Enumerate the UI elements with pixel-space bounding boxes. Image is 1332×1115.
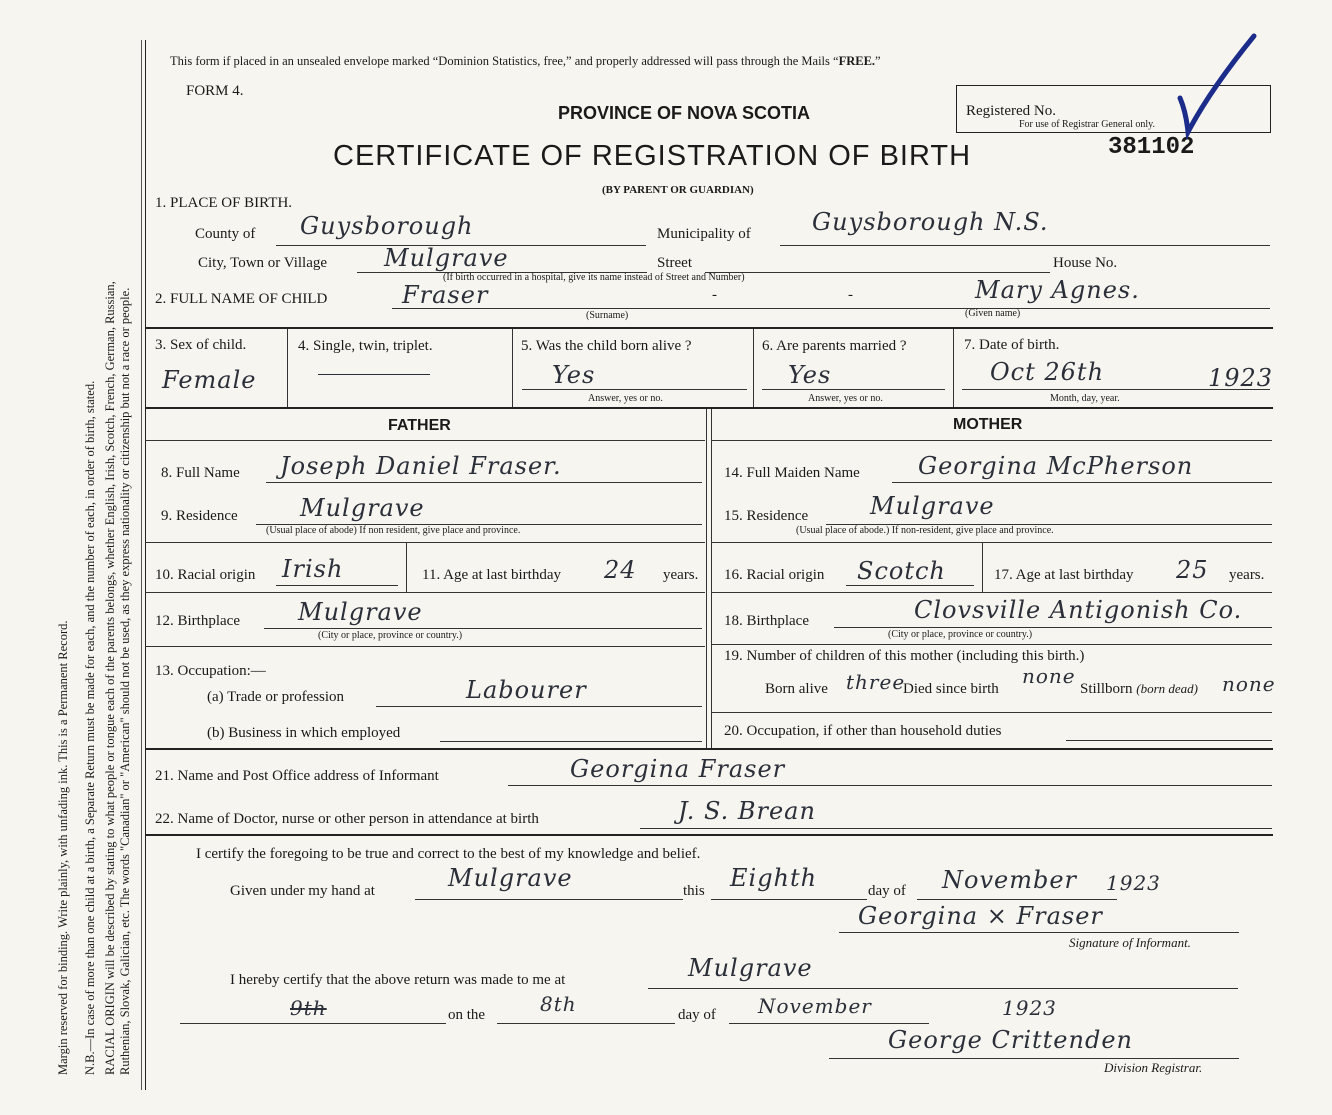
dob-year: 1923 [1208, 364, 1274, 392]
sex-value: Female [162, 366, 257, 394]
mother-age-label: 17. Age at last birthday [994, 567, 1134, 583]
child-name-label: 2. FULL NAME OF CHILD [155, 291, 328, 307]
married-note: Answer, yes or no. [808, 393, 883, 404]
reg-day-value: 8th [540, 992, 577, 1016]
mother-birthplace-note: (City or place, province or country.) [888, 629, 1033, 640]
struck-line [180, 1023, 446, 1024]
informant-sig-line [839, 932, 1239, 933]
divider-informant [145, 748, 1273, 750]
father-occupation-label: 13. Occupation:— [155, 663, 266, 679]
doctor-label: 22. Name of Doctor, nurse or other person in attendance at birth [155, 811, 539, 827]
mother-children-label: 19. Number of children of this mother (including this birth.) [724, 648, 1085, 664]
child-surname-value: Fraser [402, 281, 489, 309]
binding-margin [0, 0, 140, 1115]
father-age-unit: years. [663, 567, 699, 583]
father-age-value: 24 [604, 556, 637, 584]
reg-month-line [729, 1023, 929, 1024]
place-of-birth-label: 1. PLACE OF BIRTH. [155, 195, 293, 211]
day-of-label: day of [868, 883, 906, 899]
father-trade-value: Labourer [466, 676, 587, 704]
certify-statement: I certify the foregoing to be true and correct to the best of my knowledge and belief. [196, 846, 701, 862]
mother-name-line [892, 482, 1272, 483]
mother-racial-value: Scotch [857, 557, 946, 585]
mother-age-value: 25 [1176, 556, 1209, 584]
mother-birthplace-label: 18. Birthplace [724, 613, 809, 629]
county-label: County of [195, 226, 256, 242]
dob-value: Oct 26th [990, 358, 1105, 386]
registrar-place-value: Mulgrave [688, 954, 813, 982]
father-name-value: Joseph Daniel Fraser. [280, 452, 562, 480]
given-place-value: Mulgrave [448, 864, 573, 892]
informant-sig-label: Signature of Informant. [1069, 935, 1191, 950]
mother-residence-note: (Usual place of abode.) If non-resident, give place and province. [796, 525, 1054, 536]
given-label: Given under my hand at [230, 883, 375, 899]
dob-label: 7. Date of birth. [964, 337, 1060, 353]
born-alive-value: three [846, 670, 906, 694]
registrar-statement: I hereby certify that the above return was made to me at [230, 972, 566, 988]
form-number: FORM 4. [186, 83, 244, 99]
mother-birthplace-line [834, 627, 1272, 628]
reg-day-of-label: day of [678, 1007, 716, 1023]
single-label: 4. Single, twin, triplet. [298, 338, 433, 354]
father-birthplace-label: 12. Birthplace [155, 613, 240, 629]
sep-3-4 [287, 329, 288, 407]
reg-month-value: November [758, 994, 872, 1018]
father-racial-value: Irish [282, 555, 344, 583]
doctor-value: J. S. Brean [678, 797, 816, 825]
father-row-9-line [145, 542, 705, 543]
registrar-place-line [648, 988, 1238, 989]
mother-head-line [712, 440, 1272, 441]
father-racial-sep [406, 543, 407, 592]
sex-label: 3. Sex of child. [155, 337, 247, 353]
father-head-line [145, 440, 705, 441]
margin-note-1: Margin reserved for binding. Write plainly, with unfading ink. This is a Permanent Record. [56, 620, 70, 1075]
mother-occupation-line [1066, 740, 1272, 741]
registered-label: Registered No. [966, 103, 1056, 119]
child-name-line [392, 308, 1270, 309]
mother-residence-label: 15. Residence [724, 508, 809, 524]
struck-text: 9th [290, 996, 327, 1020]
father-racial-line [276, 585, 398, 586]
informant-value: Georgina Fraser [570, 755, 786, 783]
married-value: Yes [788, 361, 832, 389]
informant-line [508, 785, 1272, 786]
father-heading: FATHER [388, 417, 451, 434]
alive-line [522, 389, 747, 390]
registrar-sig-line [829, 1058, 1239, 1059]
stillborn-label: Stillborn (born dead) [1080, 681, 1199, 697]
died-value: none [1022, 664, 1076, 688]
dash-1: - [712, 287, 717, 303]
alive-note: Answer, yes or no. [588, 393, 663, 404]
reg-year-value: 1923 [1002, 996, 1057, 1020]
margin-note-2: N.B.—In case of more than one child at a birth, a Separate Return must be made for each, and the number of each, in order of birth, stated. [83, 380, 97, 1075]
street-line [705, 272, 1050, 273]
street-label: Street [657, 255, 692, 271]
divider-parents [145, 407, 1273, 409]
municipality-label: Municipality of [657, 226, 751, 242]
month-value: November [942, 866, 1078, 894]
father-row-12-line [145, 646, 705, 647]
registration-number: 381102 [1108, 134, 1195, 161]
sep-6-7 [953, 329, 954, 407]
informant-label: 21. Name and Post Office address of Informant [155, 768, 439, 784]
reg-day-line [497, 1023, 675, 1024]
postal-notice: This form if placed in an unsealed envelope marked “Dominion Statistics, free,” and properly addressed will pass through the Mails “FREE.” [170, 54, 881, 68]
day-line [711, 899, 867, 900]
margin-note-3: RACIAL ORIGIN will be described by stating to what people or tongue each of the parents belongs, whether English, Irish, Scotch, French, German, Russian, [103, 281, 117, 1075]
alive-label: 5. Was the child born alive ? [521, 338, 692, 354]
mother-row-15-line [712, 542, 1272, 543]
mother-row-16-line [712, 592, 1272, 593]
registrar-use-note: For use of Registrar General only. [1019, 119, 1155, 130]
given-name-note: (Given name) [965, 308, 1021, 319]
day-value: Eighth [730, 864, 818, 892]
married-line [762, 389, 945, 390]
father-racial-label: 10. Racial origin [155, 567, 256, 583]
stillborn-value: none [1222, 672, 1276, 696]
sep-4-5 [512, 329, 513, 407]
father-birthplace-value: Mulgrave [298, 598, 423, 626]
father-business-label: (b) Business in which employed [207, 725, 401, 741]
mother-row-19-line [712, 712, 1272, 713]
on-the-label: on the [448, 1007, 486, 1023]
mother-row-18-line [712, 644, 1272, 645]
father-name-label: 8. Full Name [161, 465, 240, 481]
month-line [917, 899, 1117, 900]
province-heading: PROVINCE OF NOVA SCOTIA [558, 103, 811, 123]
mother-name-label: 14. Full Maiden Name [724, 465, 860, 481]
dash-2: - [848, 287, 853, 303]
divider-row-3 [145, 327, 1273, 329]
mother-racial-label: 16. Racial origin [724, 567, 825, 583]
frame-left-inner [141, 40, 142, 1090]
mother-occupation-label: 20. Occupation, if other than household duties [724, 723, 1002, 739]
father-residence-value: Mulgrave [300, 494, 425, 522]
born-alive-label: Born alive [765, 681, 828, 697]
given-place-line [415, 899, 683, 900]
child-given-value: Mary Agnes. [975, 276, 1140, 304]
margin-note-4: Ruthenian, Slovak, Galician, etc. The words "Canadian" or "American" should not be used, as they express nationality or citizenship but not a race or people. [118, 287, 132, 1075]
mother-age-unit: years. [1229, 567, 1265, 583]
informant-signature: Georgina × Fraser [858, 902, 1103, 930]
mother-racial-sep [982, 543, 983, 592]
city-value: Mulgrave [384, 244, 509, 272]
sep-5-6 [753, 329, 754, 407]
parents-divider-b [711, 409, 712, 748]
mother-racial-line [846, 585, 974, 586]
father-residence-note: (Usual place of abode) If non resident, give place and province. [266, 525, 521, 536]
hospital-note: (If birth occurred in a hospital, give its name instead of Street and Number) [443, 272, 745, 283]
parents-divider-a [706, 409, 707, 748]
municipality-line [780, 245, 1270, 246]
married-label: 6. Are parents married ? [762, 338, 907, 354]
certificate-subtitle: (BY PARENT OR GUARDIAN) [602, 184, 754, 196]
city-label: City, Town or Village [198, 255, 328, 271]
mother-name-value: Georgina McPherson [918, 452, 1194, 480]
father-trade-label: (a) Trade or profession [207, 689, 345, 705]
died-label: Died since birth [903, 681, 999, 697]
father-birthplace-note: (City or place, province or country.) [318, 630, 463, 641]
municipality-value: Guysborough N.S. [812, 208, 1049, 236]
mother-birthplace-value: Clovsville Antigonish Co. [914, 596, 1243, 624]
frame-left [145, 40, 146, 1090]
alive-value: Yes [552, 361, 596, 389]
divider-certify [145, 834, 1273, 836]
single-dash [318, 374, 430, 375]
father-residence-label: 9. Residence [161, 508, 238, 524]
father-age-label: 11. Age at last birthday [422, 567, 561, 583]
father-name-line [266, 482, 702, 483]
registrar-signature: George Crittenden [888, 1026, 1133, 1054]
dob-note: Month, day, year. [1050, 393, 1120, 404]
father-trade-line [376, 706, 702, 707]
surname-note: (Surname) [586, 310, 629, 321]
father-row-10-line [145, 592, 705, 593]
mother-residence-value: Mulgrave [870, 492, 995, 520]
year-value: 1923 [1106, 871, 1161, 895]
check-mark-icon [1170, 30, 1260, 140]
mother-heading: MOTHER [953, 416, 1023, 433]
father-business-line [440, 741, 702, 742]
doctor-line [640, 828, 1272, 829]
father-birthplace-line [264, 628, 702, 629]
registrar-label: Division Registrar. [1104, 1060, 1203, 1075]
certificate-title: CERTIFICATE OF REGISTRATION OF BIRTH [333, 140, 972, 172]
house-label: House No. [1053, 255, 1118, 271]
this-label: this [683, 883, 705, 899]
county-value: Guysborough [300, 212, 474, 240]
